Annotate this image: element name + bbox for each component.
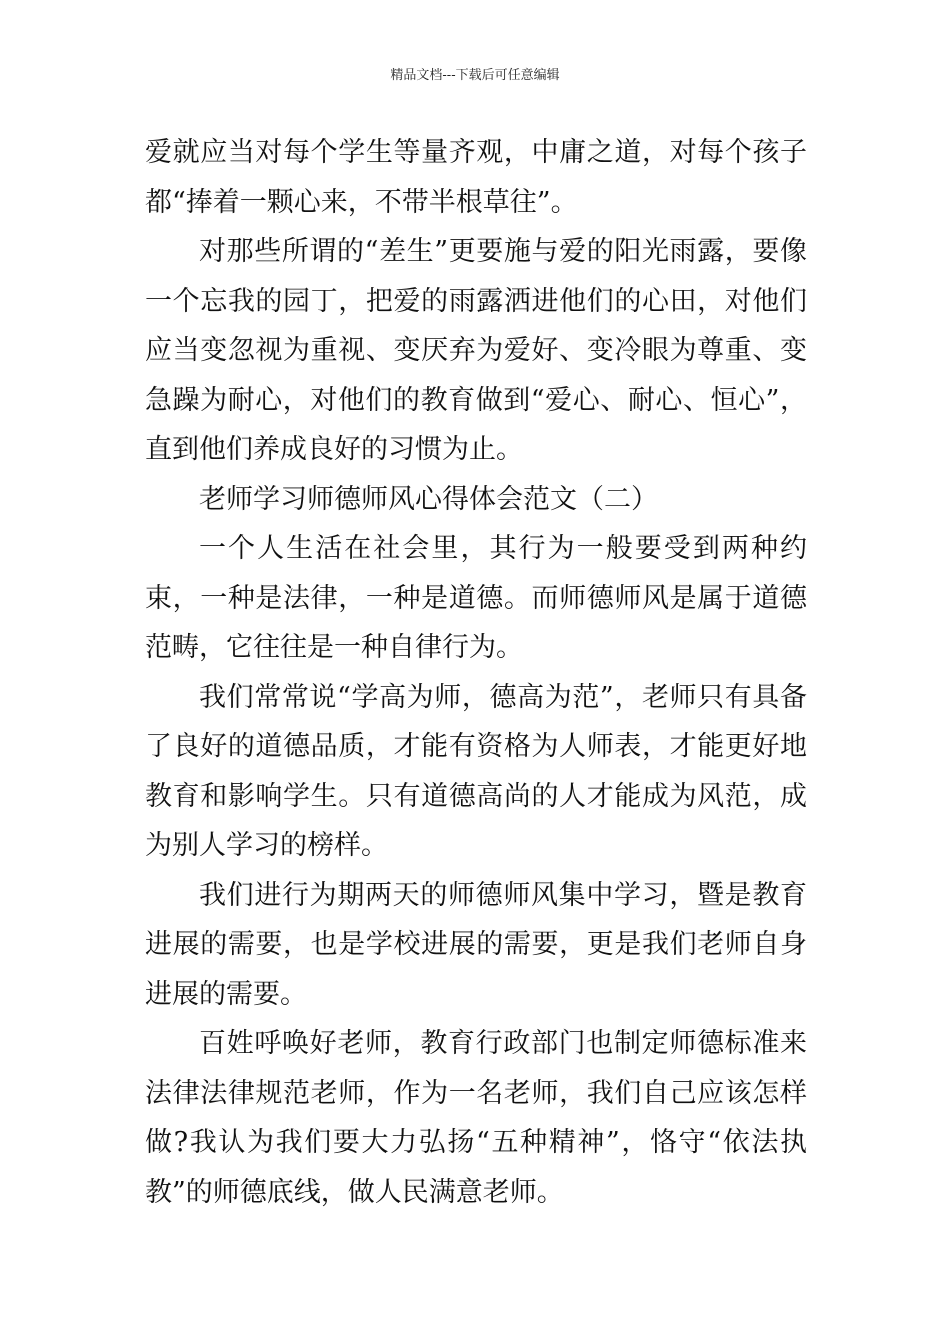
page-header: 精品文档---下载后可任意编辑 <box>390 68 560 83</box>
paragraph-5: 我们进行为期两天的师德师风集中学习，暨是教育进展的需要，也是学校进展的需要，更是我们老师自身进展的需要。 <box>145 879 807 1010</box>
paragraph-2: 对那些所谓的“差生”更要施与爱的阳光雨露，要像一个忘我的园丁，把爱的雨露洒进他们的心田，对他们应当变忽视为重视、变厌弃为爱好、变冷眼为尊重、变急躁为耐心，对他们的教育做到“爱心、耐心、恒心”，直到他们养成良好的习惯为止。 <box>145 236 807 465</box>
paragraph-6: 百姓呼唤好老师，教育行政部门也制定师德标准来法律法律规范老师，作为一名老师，我们自己应该怎样做?我认为我们要大力弘扬“五种精神”，恪守“依法执教”的师德底线，做人民满意老师。 <box>145 1028 807 1208</box>
document-body <box>145 128 807 1217</box>
paragraph-1: 爱就应当对每个学生等量齐观，中庸之道，对每个孩子都“捧着一颗心来，不带半根草往”。 <box>145 137 807 218</box>
section-title: 老师学习师德师风心得体会范文（二） <box>199 483 658 515</box>
paragraph-4: 我们常常说“学高为师，德高为范”，老师只有具备了良好的道德品质，才能有资格为人师表，才能更好地教育和影响学生。只有道德高尚的人才能成为风范，成为别人学习的榜样。 <box>145 681 807 861</box>
paragraph-3: 一个人生活在社会里，其行为一般要受到两种约束，一种是法律，一种是道德。而师德师风是属于道德范畴，它往往是一种自律行为。 <box>145 533 807 663</box>
